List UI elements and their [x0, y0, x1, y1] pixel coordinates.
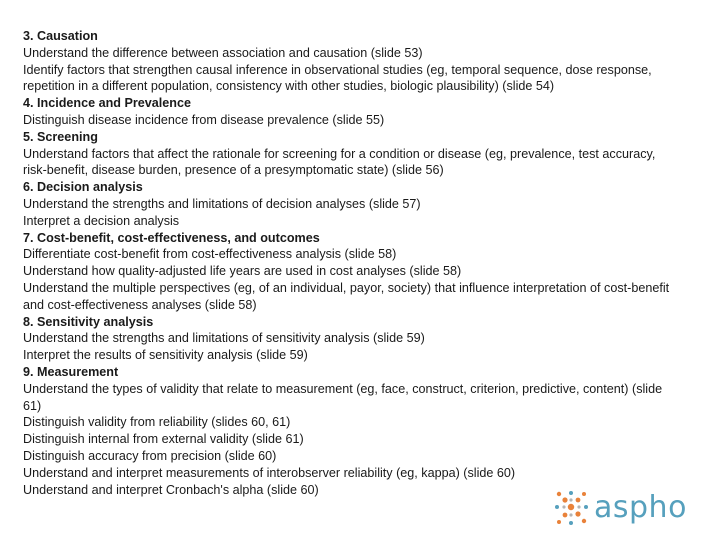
objective-line: Distinguish accuracy from precision (slide 60) [23, 448, 277, 463]
section-incidence-prevalence [23, 95, 673, 129]
section-title: 7. Cost-benefit, cost-effectiveness, and outcomes [23, 230, 320, 245]
section-decision-analysis [23, 179, 673, 229]
objective-line: Understand factors that affect the rationale for screening for a condition or disease (eg, prevalence, test accuracy, risk-benefit, disease burden, presence of a presymptomatic state) (slide 56) [23, 146, 656, 178]
section-title: 8. Sensitivity analysis [23, 314, 154, 329]
section-title: 6. Decision analysis [23, 180, 143, 195]
objective-line: Understand the multiple perspectives (eg, of an individual, payor, society) that influence interpretation of cost-benefit and cost-effectiveness analyses (slide 58) [23, 280, 670, 312]
objective-line: Understand the strengths and limitations of decision analyses (slide 57) [23, 196, 421, 211]
objective-line: Distinguish validity from reliability (slides 60, 61) [23, 415, 291, 430]
objective-line: Interpret the results of sensitivity analysis (slide 59) [23, 348, 308, 363]
logo-text: aspho [594, 490, 687, 525]
section-measurement [23, 364, 673, 498]
section-screening [23, 129, 673, 179]
section-title: 9. Measurement [23, 364, 119, 379]
objective-line: Understand the strengths and limitations of sensitivity analysis (slide 59) [23, 331, 425, 346]
section-title: 3. Causation [23, 29, 98, 43]
section-title: 5. Screening [23, 129, 98, 144]
section-title: 4. Incidence and Prevalence [23, 96, 191, 111]
objective-line: Understand how quality-adjusted life years are used in cost analyses (slide 58) [23, 264, 462, 279]
objective-line: Understand and interpret measurements of interobserver reliability (eg, kappa) (slide 60) [23, 465, 516, 480]
section-cost-benefit [23, 230, 673, 314]
aspho-logo [554, 487, 714, 529]
molecule-dots-icon [554, 488, 590, 528]
objective-line: Identify factors that strengthen causal inference in observational studies (eg, temporal sequence, dose response, repetition in a different population, consistency with other studies, biologic plausibility) (slide 54) [23, 62, 652, 94]
objective-line: Interpret a decision analysis [23, 213, 180, 228]
objective-line: Understand the types of validity that relate to measurement (eg, face, construct, criterion, predictive, content) (slide 61) [23, 381, 663, 413]
objective-line: Understand and interpret Cronbach's alpha (slide 60) [23, 482, 319, 497]
section-causation [23, 28, 673, 95]
objective-line: Distinguish disease incidence from disease prevalence (slide 55) [23, 112, 385, 127]
objective-line: Distinguish internal from external validity (slide 61) [23, 432, 304, 447]
section-sensitivity-analysis [23, 314, 673, 364]
objective-line: Differentiate cost-benefit from cost-effectiveness analysis (slide 58) [23, 247, 397, 262]
objective-line: Understand the difference between association and causation (slide 53) [23, 45, 423, 60]
objectives-list [23, 28, 673, 498]
